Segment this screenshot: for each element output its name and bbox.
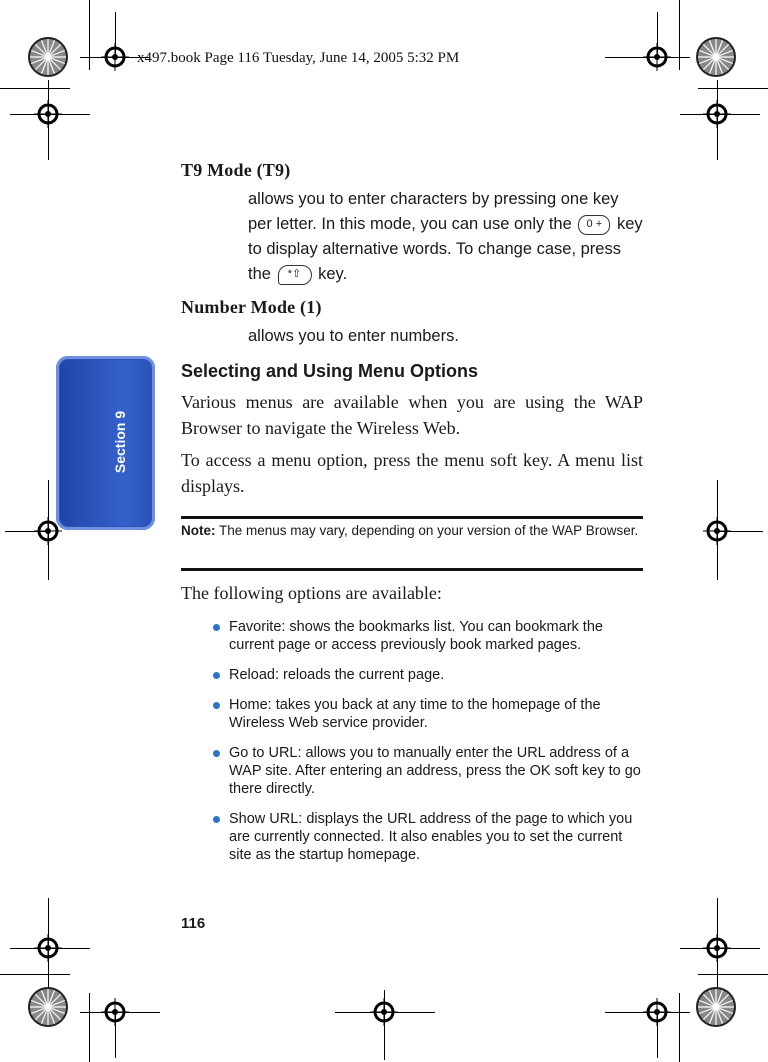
mode-term-t9: T9 Mode (T9) (181, 160, 291, 180)
zero-key-icon: 0 + (578, 215, 610, 235)
registration-wheel-icon (696, 37, 736, 77)
list-item: Reload: reloads the current page. (213, 666, 643, 684)
note-bottom-rule (181, 568, 643, 571)
mode-def-number: allows you to enter numbers. (248, 327, 459, 345)
registration-wheel-icon (28, 37, 68, 77)
list-item: Go to URL: allows you to manually enter the URL address of a WAP site. After entering an address, press the OK soft key to go there directly. (213, 744, 643, 798)
mode-def-t9: allows you to enter characters by pressing one key per letter. In this mode, you can use only the 0 + key to display alternative words. To change case, press the *⇧ key. (248, 190, 643, 283)
bullet-icon (213, 816, 220, 823)
options-list (213, 618, 643, 876)
body-paragraph: To access a menu option, press the menu soft key. A menu list displays. (181, 450, 643, 496)
note (181, 523, 643, 539)
body-paragraph: Various menus are available when you are using the WAP Browser to navigate the Wireless Web. (181, 392, 643, 438)
list-item: Home: takes you back at any time to the homepage of the Wireless Web service provider. (213, 696, 643, 732)
page-content (181, 160, 643, 499)
note-text: The menus may vary, depending on your version of the WAP Browser. (215, 523, 639, 538)
note-label: Note: (181, 523, 216, 538)
section-heading: Selecting and Using Menu Options (181, 361, 479, 381)
list-item: Favorite: shows the bookmarks list. You can bookmark the current page or access previously book marked pages. (213, 618, 643, 654)
bullet-icon (213, 624, 220, 631)
page-number: 116 (181, 915, 206, 932)
bullet-icon (213, 702, 220, 709)
note-top-rule (181, 516, 643, 519)
registration-wheel-icon (28, 987, 68, 1027)
section-tab-label: Section 9 (112, 410, 128, 474)
print-slug: x497.book Page 116 Tuesday, June 14, 2005 5:32 PM (137, 50, 460, 66)
bullet-icon (213, 750, 220, 757)
options-intro: The following options are available: (181, 583, 442, 603)
section-tab (56, 356, 155, 530)
mode-term-number: Number Mode (1) (181, 297, 322, 317)
registration-wheel-icon (696, 987, 736, 1027)
list-item: Show URL: displays the URL address of the page to which you are currently connected. It also enables you to set the current site as the startup homepage. (213, 810, 643, 864)
star-key-icon: *⇧ (278, 265, 312, 285)
bullet-icon (213, 672, 220, 679)
